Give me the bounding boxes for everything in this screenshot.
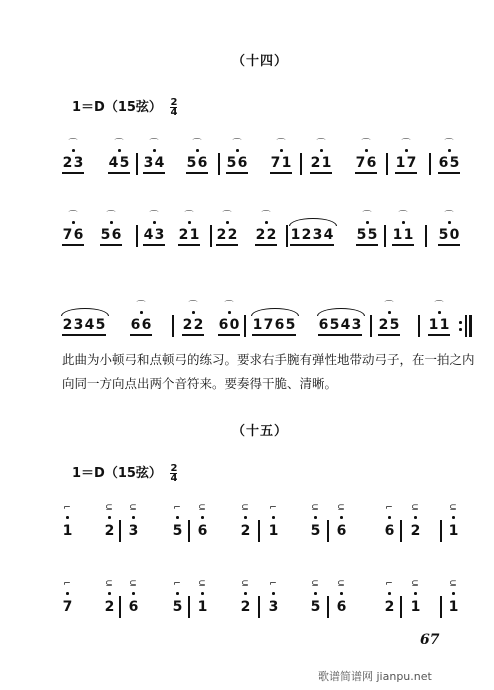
bow-mark: ⌒ xyxy=(192,139,202,149)
note: 6 xyxy=(336,599,347,615)
staccato-dot xyxy=(320,149,323,152)
note: 1 xyxy=(290,227,301,243)
bow-mark: ⌒ xyxy=(361,139,371,149)
bow-mark: ⊆ xyxy=(337,579,345,589)
note: 5 xyxy=(186,155,197,171)
end-barline xyxy=(465,315,467,337)
staccato-dot xyxy=(66,516,69,519)
note: 6 xyxy=(366,155,377,171)
note: 4 xyxy=(108,155,119,171)
note: 6 xyxy=(197,523,208,539)
bow-mark: ⌒ xyxy=(68,211,78,221)
note: 5 xyxy=(226,155,237,171)
staccato-dot xyxy=(402,221,405,224)
bow-mark: ⌒ xyxy=(68,139,78,149)
staff-row-14-1 xyxy=(0,139,494,180)
note: 2 xyxy=(240,523,251,539)
bow-mark: ⊆ xyxy=(337,503,345,513)
staccato-dot xyxy=(201,516,204,519)
staccato-dot xyxy=(192,311,195,314)
note: 3 xyxy=(143,155,154,171)
note: 3 xyxy=(154,227,165,243)
note: 1 xyxy=(410,599,421,615)
note: 5 xyxy=(310,523,321,539)
note: 6 xyxy=(274,317,285,333)
note: 1 xyxy=(395,155,406,171)
note: 5 xyxy=(310,599,321,615)
bow-mark: ⊆ xyxy=(449,579,457,589)
bow-mark: ⌒ xyxy=(184,211,194,221)
note: 6 xyxy=(130,317,141,333)
staff-row-15-1 xyxy=(0,503,494,546)
beam-line xyxy=(428,334,450,336)
note: 6 xyxy=(318,317,329,333)
beam-line xyxy=(290,244,334,246)
note: 6 xyxy=(128,599,139,615)
barline xyxy=(327,596,329,618)
slur-arc xyxy=(251,308,299,316)
note: 1 xyxy=(268,523,279,539)
note: 2 xyxy=(178,227,189,243)
section-15-title: （十五） xyxy=(232,424,289,439)
beam-line xyxy=(182,334,204,336)
note: 6 xyxy=(73,227,84,243)
bow-mark: ⊆ xyxy=(198,503,206,513)
barline xyxy=(440,596,442,618)
note: 4 xyxy=(143,227,154,243)
beam-line xyxy=(178,244,200,246)
staccato-dot xyxy=(201,592,204,595)
beam-line xyxy=(252,334,296,336)
note: 5 xyxy=(119,155,130,171)
note: 6 xyxy=(111,227,122,243)
staccato-dot xyxy=(405,149,408,152)
key-signature: 1＝D（15弦） xyxy=(72,466,162,481)
barline xyxy=(188,520,190,542)
note: 5 xyxy=(438,227,449,243)
staccato-dot xyxy=(388,311,391,314)
beam-line xyxy=(378,334,400,336)
barline xyxy=(425,225,427,247)
note: 1 xyxy=(189,227,200,243)
beam-line xyxy=(318,334,362,336)
barline xyxy=(429,153,431,175)
staccato-dot xyxy=(110,221,113,224)
slur-arc xyxy=(317,308,365,316)
staccato-dot xyxy=(132,592,135,595)
note: 4 xyxy=(323,227,334,243)
note: 2 xyxy=(62,317,73,333)
staccato-dot xyxy=(228,311,231,314)
barline xyxy=(370,315,372,337)
note: 2 xyxy=(255,227,266,243)
staccato-dot xyxy=(340,592,343,595)
note: 6 xyxy=(384,523,395,539)
staccato-dot xyxy=(72,149,75,152)
staccato-dot xyxy=(244,592,247,595)
note: 0 xyxy=(229,317,240,333)
repeat-dot xyxy=(459,321,462,324)
beam-line xyxy=(270,172,292,174)
barline xyxy=(136,225,138,247)
note: 0 xyxy=(449,227,460,243)
note: 5 xyxy=(389,317,400,333)
barline xyxy=(172,315,174,337)
note: 1 xyxy=(281,155,292,171)
bow-mark: ⌒ xyxy=(384,301,394,311)
staccato-dot xyxy=(140,311,143,314)
bow-mark: ⌒ xyxy=(106,211,116,221)
staccato-dot xyxy=(108,592,111,595)
note: 6 xyxy=(438,155,449,171)
note: 5 xyxy=(100,227,111,243)
note: 2 xyxy=(240,599,251,615)
note: 6 xyxy=(141,317,152,333)
barline xyxy=(119,596,121,618)
note: 2 xyxy=(378,317,389,333)
note: 7 xyxy=(406,155,417,171)
practice-note: 此曲为小顿弓和点顿弓的练习。要求右手腕有弹性地带动弓子，在一拍之内向同一方向点出两个音符来。要奏得干脆、清晰。 xyxy=(62,352,475,391)
note: 5 xyxy=(172,523,183,539)
staccato-dot xyxy=(414,516,417,519)
section-14-key xyxy=(72,96,177,117)
note: 1 xyxy=(392,227,403,243)
staccato-dot xyxy=(244,516,247,519)
staccato-dot xyxy=(366,221,369,224)
note: 2 xyxy=(193,317,204,333)
bow-mark: ⊆ xyxy=(129,579,137,589)
note: 4 xyxy=(340,317,351,333)
page-number: 67 xyxy=(420,632,440,648)
bow-mark: ⌐ xyxy=(385,503,393,513)
note: 4 xyxy=(84,317,95,333)
staccato-dot xyxy=(272,516,275,519)
note: 3 xyxy=(73,317,84,333)
note: 1 xyxy=(321,155,332,171)
beam-line xyxy=(255,244,277,246)
beam-line xyxy=(130,334,152,336)
note: 3 xyxy=(351,317,362,333)
beam-line xyxy=(62,244,84,246)
note: 5 xyxy=(285,317,296,333)
staccato-dot xyxy=(108,516,111,519)
staccato-dot xyxy=(153,221,156,224)
staccato-dot xyxy=(118,149,121,152)
bow-mark: ⌒ xyxy=(149,211,159,221)
beam-line xyxy=(108,172,130,174)
time-signature: $\frac{2}{4}$ xyxy=(170,463,178,484)
note: 6 xyxy=(336,523,347,539)
bow-mark: ⌐ xyxy=(385,579,393,589)
bow-mark: ⌐ xyxy=(269,503,277,513)
bow-mark: ⌒ xyxy=(224,301,234,311)
barline xyxy=(119,520,121,542)
note: 2 xyxy=(301,227,312,243)
note: 7 xyxy=(263,317,274,333)
section-14-title: （十四） xyxy=(232,54,289,69)
bow-mark: ⊆ xyxy=(411,579,419,589)
note: 1 xyxy=(448,523,459,539)
staccato-dot xyxy=(340,516,343,519)
note: 7 xyxy=(355,155,366,171)
bow-mark: ⌐ xyxy=(173,579,181,589)
staccato-dot xyxy=(314,592,317,595)
bow-mark: ⌒ xyxy=(398,211,408,221)
bow-mark: ⌐ xyxy=(269,579,277,589)
bow-mark: ⌒ xyxy=(276,139,286,149)
bow-mark: ⌐ xyxy=(173,503,181,513)
staccato-dot xyxy=(388,516,391,519)
note: 1 xyxy=(197,599,208,615)
bow-mark: ⊆ xyxy=(129,503,137,513)
beam-line xyxy=(438,172,460,174)
note: 7 xyxy=(62,599,73,615)
bow-mark: ⊆ xyxy=(311,579,319,589)
note: 3 xyxy=(268,599,279,615)
note: 2 xyxy=(104,599,115,615)
note: 1 xyxy=(252,317,263,333)
barline xyxy=(244,315,246,337)
barline xyxy=(327,520,329,542)
staccato-dot xyxy=(196,149,199,152)
note: 7 xyxy=(270,155,281,171)
note: 2 xyxy=(266,227,277,243)
barline xyxy=(400,596,402,618)
note: 5 xyxy=(356,227,367,243)
end-barline xyxy=(469,315,472,337)
barline xyxy=(258,520,260,542)
staccato-dot xyxy=(314,516,317,519)
note: 5 xyxy=(95,317,106,333)
bow-mark: ⌒ xyxy=(444,211,454,221)
bow-mark: ⊆ xyxy=(241,503,249,513)
beam-line xyxy=(438,244,460,246)
note: 5 xyxy=(449,155,460,171)
key-signature: 1＝D（15弦） xyxy=(72,100,162,115)
bow-mark: ⊆ xyxy=(449,503,457,513)
staccato-dot xyxy=(452,516,455,519)
bow-mark: ⊆ xyxy=(105,579,113,589)
bow-mark: ⌒ xyxy=(444,139,454,149)
staccato-dot xyxy=(226,221,229,224)
note: 5 xyxy=(172,599,183,615)
time-signature: $\frac{2}{4}$ xyxy=(170,97,178,118)
beam-line xyxy=(100,244,122,246)
staccato-dot xyxy=(176,516,179,519)
note: 2 xyxy=(104,523,115,539)
note: 2 xyxy=(310,155,321,171)
bow-mark: ⌒ xyxy=(114,139,124,149)
staccato-dot xyxy=(280,149,283,152)
slur-arc xyxy=(61,308,109,316)
note: 2 xyxy=(410,523,421,539)
barline xyxy=(188,596,190,618)
note: 4 xyxy=(154,155,165,171)
beam-line xyxy=(143,172,165,174)
barline xyxy=(440,520,442,542)
bow-mark: ⌒ xyxy=(401,139,411,149)
bow-mark: ⌒ xyxy=(316,139,326,149)
staccato-dot xyxy=(365,149,368,152)
bow-mark: ⌒ xyxy=(222,211,232,221)
note: 3 xyxy=(312,227,323,243)
note: 1 xyxy=(448,599,459,615)
bow-mark: ⊆ xyxy=(311,503,319,513)
note: 2 xyxy=(62,155,73,171)
barline xyxy=(210,225,212,247)
staff-row-14-2 xyxy=(0,211,494,252)
staccato-dot xyxy=(414,592,417,595)
beam-line xyxy=(62,334,106,336)
beam-line xyxy=(62,172,84,174)
staccato-dot xyxy=(176,592,179,595)
beam-line xyxy=(355,172,377,174)
staccato-dot xyxy=(448,221,451,224)
bow-mark: ⌒ xyxy=(261,211,271,221)
staccato-dot xyxy=(66,592,69,595)
barline xyxy=(258,596,260,618)
note: 5 xyxy=(329,317,340,333)
beam-line xyxy=(226,172,248,174)
watermark: 歌谱简谱网 jianpu.net xyxy=(318,670,432,683)
bow-mark: ⊆ xyxy=(241,579,249,589)
note: 1 xyxy=(403,227,414,243)
barline xyxy=(218,153,220,175)
bow-mark: ⌒ xyxy=(136,301,146,311)
bow-mark: ⌒ xyxy=(188,301,198,311)
bow-mark: ⌒ xyxy=(232,139,242,149)
note: 2 xyxy=(216,227,227,243)
barline xyxy=(136,153,138,175)
bow-mark: ⌒ xyxy=(149,139,159,149)
note: 6 xyxy=(237,155,248,171)
beam-line xyxy=(392,244,414,246)
bow-mark: ⌒ xyxy=(362,211,372,221)
note: 2 xyxy=(384,599,395,615)
slur-arc xyxy=(289,218,337,226)
note: 6 xyxy=(197,155,208,171)
beam-line xyxy=(143,244,165,246)
note: 1 xyxy=(428,317,439,333)
staccato-dot xyxy=(132,516,135,519)
beam-line xyxy=(395,172,417,174)
staccato-dot xyxy=(272,592,275,595)
note: 3 xyxy=(128,523,139,539)
note: 1 xyxy=(62,523,73,539)
staff-row-14-3 xyxy=(0,301,494,342)
bow-mark: ⊆ xyxy=(198,579,206,589)
bow-mark: ⌐ xyxy=(63,579,71,589)
beam-line xyxy=(186,172,208,174)
staccato-dot xyxy=(438,311,441,314)
barline xyxy=(400,520,402,542)
beam-line xyxy=(218,334,240,336)
beam-line xyxy=(216,244,238,246)
barline xyxy=(300,153,302,175)
note: 1 xyxy=(439,317,450,333)
staccato-dot xyxy=(72,221,75,224)
barline xyxy=(386,153,388,175)
beam-line xyxy=(310,172,332,174)
bow-mark: ⊆ xyxy=(105,503,113,513)
note: 3 xyxy=(73,155,84,171)
staccato-dot xyxy=(448,149,451,152)
barline xyxy=(384,225,386,247)
note: 2 xyxy=(182,317,193,333)
barline xyxy=(418,315,420,337)
note: 2 xyxy=(227,227,238,243)
note: 5 xyxy=(367,227,378,243)
staccato-dot xyxy=(188,221,191,224)
staccato-dot xyxy=(153,149,156,152)
bow-mark: ⊆ xyxy=(411,503,419,513)
repeat-dot xyxy=(459,328,462,331)
staff-row-15-2 xyxy=(0,579,494,622)
staccato-dot xyxy=(452,592,455,595)
bow-mark: ⌒ xyxy=(434,301,444,311)
section-15-key xyxy=(72,462,177,483)
staccato-dot xyxy=(265,221,268,224)
barline xyxy=(286,225,288,247)
note: 7 xyxy=(62,227,73,243)
staccato-dot xyxy=(236,149,239,152)
note: 6 xyxy=(218,317,229,333)
bow-mark: ⌐ xyxy=(63,503,71,513)
staccato-dot xyxy=(388,592,391,595)
beam-line xyxy=(356,244,378,246)
